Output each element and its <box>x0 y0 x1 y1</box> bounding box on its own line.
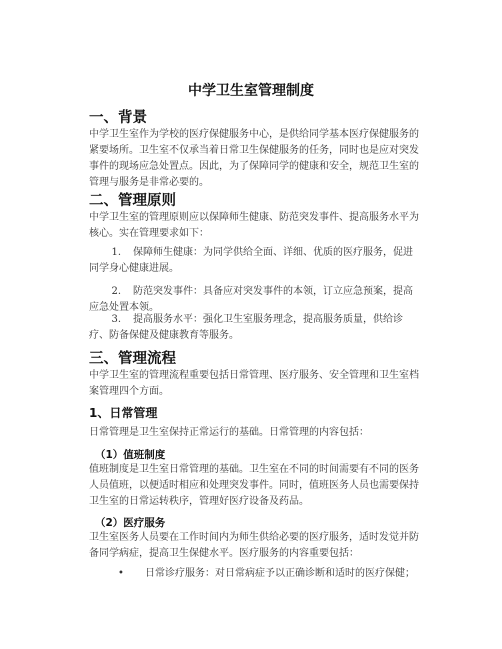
paragraph-daily: 日常管理是卫生室保持正常运行的基础。日常管理的内容包括： <box>89 427 369 438</box>
paragraph-background: 中学卫生室作为学校的医疗保健服务中心，是供给同学基本医疗保健服务的紧要场所。卫生室不仅承当着日常卫生保健服务的任务，同时也是应对突发事件的现场应急处置点。因此，为了保障同学的健康和安全，规范卫生室的管理与服务是非常必要的。 <box>89 129 419 188</box>
list-item <box>89 245 419 277</box>
subheading-daily: 1、日常管理 <box>89 406 158 420</box>
paragraph-process: 中学卫生室的管理流程重要包括日常管理、医疗服务、安全管理和卫生室档案管理四个方面。 <box>89 370 419 397</box>
list-item <box>89 312 419 344</box>
page-title: 中学卫生室管理制度 <box>188 83 314 99</box>
list-item-text: 保障师生健康：为同学供给全面、详细、优质的医疗服务，促进同学身心健康进展。 <box>89 247 413 274</box>
bullet-icon: • <box>118 568 124 579</box>
subsubheading-duty: （1）值班制度 <box>95 449 166 461</box>
list-item-text: 提高服务水平：强化卫生室服务理念，提高服务质量，供给诊疗、防备保健及健康教育等服务。 <box>89 314 403 341</box>
paragraph-medical: 卫生室医务人员要在工作时间内为师生供给必要的医疗服务，适时发觉并防备同学病症，提高卫生保健水平。医疗服务的内容重要包括： <box>89 532 419 559</box>
list-item-number: 1. <box>111 247 121 258</box>
subsubheading-medical: （2）医疗服务 <box>95 517 166 529</box>
heading-principles: 二、管理原则 <box>89 193 176 209</box>
list-item-number: 3. <box>111 314 121 325</box>
list-item-number: 2. <box>111 286 121 297</box>
bullet-item-text: 日常诊疗服务：对日常病症予以正确诊断和适时的医疗保健； <box>145 568 415 579</box>
heading-process: 三、管理流程 <box>89 351 176 367</box>
heading-background: 一、背景 <box>89 110 147 126</box>
paragraph-duty: 值班制度是卫生室日常管理的基础。卫生室在不同的时间需要有不同的医务人员值班，以便适时相应和处理突发事件。同时，值班医务人员也需要保持卫生室的日常运转秩序，管理好医疗设备及药品。 <box>89 464 419 507</box>
list-item-text: 防范突发事件：具备应对突发事件的本领，订立应急预案，提高应急处置本领。 <box>89 286 413 313</box>
paragraph-principles: 中学卫生室的管理原则应以保障师生健康、防范突发事件、提高服务水平为核心。实在管理要求如下： <box>89 212 419 239</box>
